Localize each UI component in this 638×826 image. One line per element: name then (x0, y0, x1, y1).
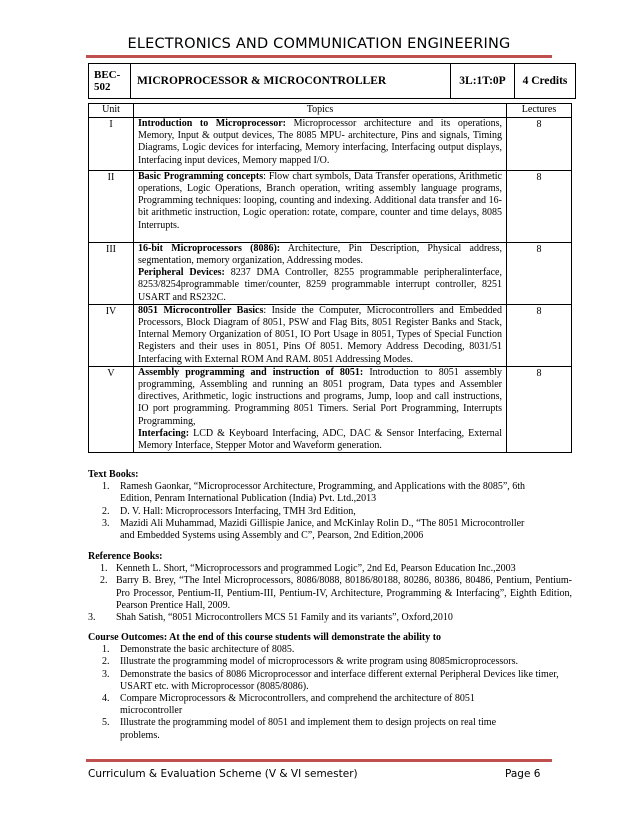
list-text: Illustrate the programming model of microprocessors & write program using 8085microprocessors. (120, 656, 518, 668)
list-text: Kenneth L. Short, “Microprocessors and programmed Logic”, 2nd Ed, Pearson Education Inc.,2003 (116, 563, 516, 575)
course-code (89, 64, 131, 98)
list-number: 3. (102, 668, 110, 680)
course-outcomes-heading: Course Outcomes: At the end of this course students will demonstrate the ability to (88, 632, 442, 643)
list-text: Demonstrate the basics of 8086 Microprocessor and interface different external Peripheral Devices like timer, USART etc. with Microprocessor (8085/8086). (120, 668, 559, 692)
table-header-row (89, 104, 572, 118)
list-text: D. V. Hall: Microprocessors Interfacing, TMH 3rd Edition, (120, 505, 356, 517)
table-row (89, 118, 572, 171)
page-header-title: ELECTRONICS AND COMMUNICATION ENGINEERING (127, 36, 511, 52)
lecture-count: 8 (507, 170, 572, 242)
list-text: Barry B. Brey, “The Intel Microprocessors, 8086/8088, 80186/80188, 80286, 80386, 80486, Pentium, Pentium-Pro Processor, Pentium-II, Pentium-III, Pentium-IV, Architecture, Programming & Interfacing”, Eighth Edition, Pearson Prentice Hall, 2009. (116, 575, 572, 611)
course-ltp: 3L:1T:0P (451, 64, 515, 98)
topic-text: Architecture, Pin Description, Physical address, segmentation, memory organization, Addressing modes. (138, 242, 502, 267)
unit-number: V (89, 366, 134, 452)
topic-text: : Inside the Computer, Microcontrollers and Embedded Processors, Block Diagram of 8051, PSW and Flag Bits, 8051 Register Banks and Stack, Internal Memory Organization of 8051, IO Port Usage in 8051, Types of Special Function Registers and their uses in 8051, Pins Of 8051. Memory Address Decoding, 8031/51 Interfacing with External ROM And RAM. 8051 Addressing Modes. (138, 304, 502, 365)
list-number: 1. (102, 481, 110, 493)
list-item (88, 644, 566, 656)
lecture-count: 8 (507, 118, 572, 171)
header-rule (86, 55, 552, 58)
syllabus-table (88, 103, 572, 453)
course-code-line1: BEC- (94, 69, 121, 81)
course-name: MICROPROCESSOR & MICROCONTROLLER (131, 64, 451, 98)
footer-text: Curriculum & Evaluation Scheme (V & VI semester) (88, 768, 358, 780)
list-number: 3. (102, 517, 110, 529)
list-number: 2. (100, 575, 108, 587)
course-credits: 4 Credits (522, 75, 568, 87)
list-number: 1. (100, 563, 108, 575)
unit-number: I (89, 118, 134, 171)
unit-number: II (89, 170, 134, 242)
list-text: Shah Satish, “8051 Microcontrollers MCS 51 Family and its variants”, Oxford,2010 (116, 612, 453, 624)
list-item (88, 612, 572, 624)
topic-subheading: Interfacing: (138, 427, 190, 439)
list-text: Mazidi Ali Muhammad, Mazidi Gillispie Janice, and McKinlay Rolin D., “The 8051 Microcontroller and Embedded Systems using Assembly and C”, Pearson, 2nd Edition,2006 (120, 517, 525, 542)
topic-subtext: LCD & Keyboard Interfacing, ADC, DAC & Sensor Interfacing, External Memory Interface, Stepper Motor and Waveform generation. (138, 427, 502, 452)
table-row (89, 366, 572, 452)
unit-topics (134, 242, 507, 304)
unit-topics (134, 118, 507, 171)
topic-heading: 8051 Microcontroller Basics (138, 304, 264, 316)
unit-topics (134, 170, 507, 242)
topic-text: : Flow chart symbols, Data Transfer operations, Arithmetic operations, Logic Operations, Branch operation, writing assembly language programs, Programming techniques: looping, counting and indexing. Additional data transfer and 16-bit arithmetic instruction, Logic operation: rotate, compare, counter and time delays, 8085 Interrupts. (138, 170, 502, 231)
topics-column-header: Topics (134, 104, 507, 118)
reference-books-heading: Reference Books: (88, 551, 163, 562)
table-row (89, 242, 572, 304)
list-text: Compare Microprocessors & Microcontrollers, and comprehend the architecture of 8051 microcontroller (120, 693, 475, 717)
unit-number: III (89, 242, 134, 304)
topic-heading: 16-bit Microprocessors (8086): (138, 242, 281, 254)
page-number: Page 6 (505, 768, 541, 780)
course-info-box (88, 63, 576, 99)
text-books-section (88, 469, 558, 542)
lecture-count: 8 (507, 304, 572, 366)
lectures-column-header: Lectures (507, 104, 572, 118)
reference-books-section (88, 551, 572, 624)
lecture-count: 8 (507, 242, 572, 304)
list-item (88, 506, 558, 518)
list-number: 4. (102, 693, 110, 705)
topic-text: Microprocessor architecture and its operations, Memory, Input & output devices, The 8085 MPU- architecture, Pins and signals, Timing Diagrams, Logic devices for interfacing, Memory interfacing, Interfacing output displays, Interfacing input devices, Memory mapped I/O. (138, 118, 502, 166)
unit-column-header: Unit (89, 104, 134, 118)
table-row (89, 170, 572, 242)
topic-text: Introduction to 8051 assembly programming, Assembling and running an 8051 program, Data types and Assembler directives, Arithmetic, logic instructions and programs, Jump, loop and call instructions, IO port programming. Programming 8051 Timers. Serial Port Programming, Interrupts Programming, (138, 366, 502, 427)
list-text: Demonstrate the basic architecture of 8085. (120, 644, 295, 656)
course-outcomes-section (88, 632, 566, 742)
list-item (88, 656, 566, 668)
list-number: 2. (102, 505, 110, 517)
lecture-count: 8 (507, 366, 572, 452)
list-number: 3. (88, 612, 96, 624)
topic-subtext: 8237 DMA Controller, 8255 programmable peripheralinterface, 8253/8254programmable timer/counter, 8259 programmable interrupt controller, 8251 USART and RS232C. (138, 267, 502, 303)
list-item (88, 575, 572, 612)
unit-topics (134, 304, 507, 366)
topic-subheading: Peripheral Devices: (138, 267, 225, 279)
list-text: Illustrate the programming model of 8051 and implement them to design projects on real time problems. (120, 717, 497, 741)
table-row (89, 304, 572, 366)
list-item (88, 481, 558, 505)
list-number: 1. (102, 644, 110, 656)
list-item (88, 669, 566, 693)
list-text: Ramesh Gaonkar, “Microprocessor Architecture, Programming, and Applications with the 8085”, 6th Edition, Penram International Publication (India) Pvt. Ltd.,2013 (120, 481, 526, 505)
unit-number: IV (89, 304, 134, 366)
list-number: 2. (102, 656, 110, 668)
list-item (88, 563, 572, 575)
text-books-heading: Text Books: (88, 469, 139, 480)
unit-topics (134, 366, 507, 452)
list-item (88, 518, 558, 542)
topic-heading: Introduction to Microprocessor: (138, 118, 286, 129)
list-number: 5. (102, 717, 110, 729)
topic-heading: Assembly programming and instruction of 8051: (138, 366, 364, 378)
footer-rule (86, 759, 552, 762)
course-code-line2: 502 (94, 81, 111, 93)
topic-heading: Basic Programming concepts (138, 170, 264, 182)
list-item (88, 693, 566, 717)
list-item (88, 717, 566, 741)
